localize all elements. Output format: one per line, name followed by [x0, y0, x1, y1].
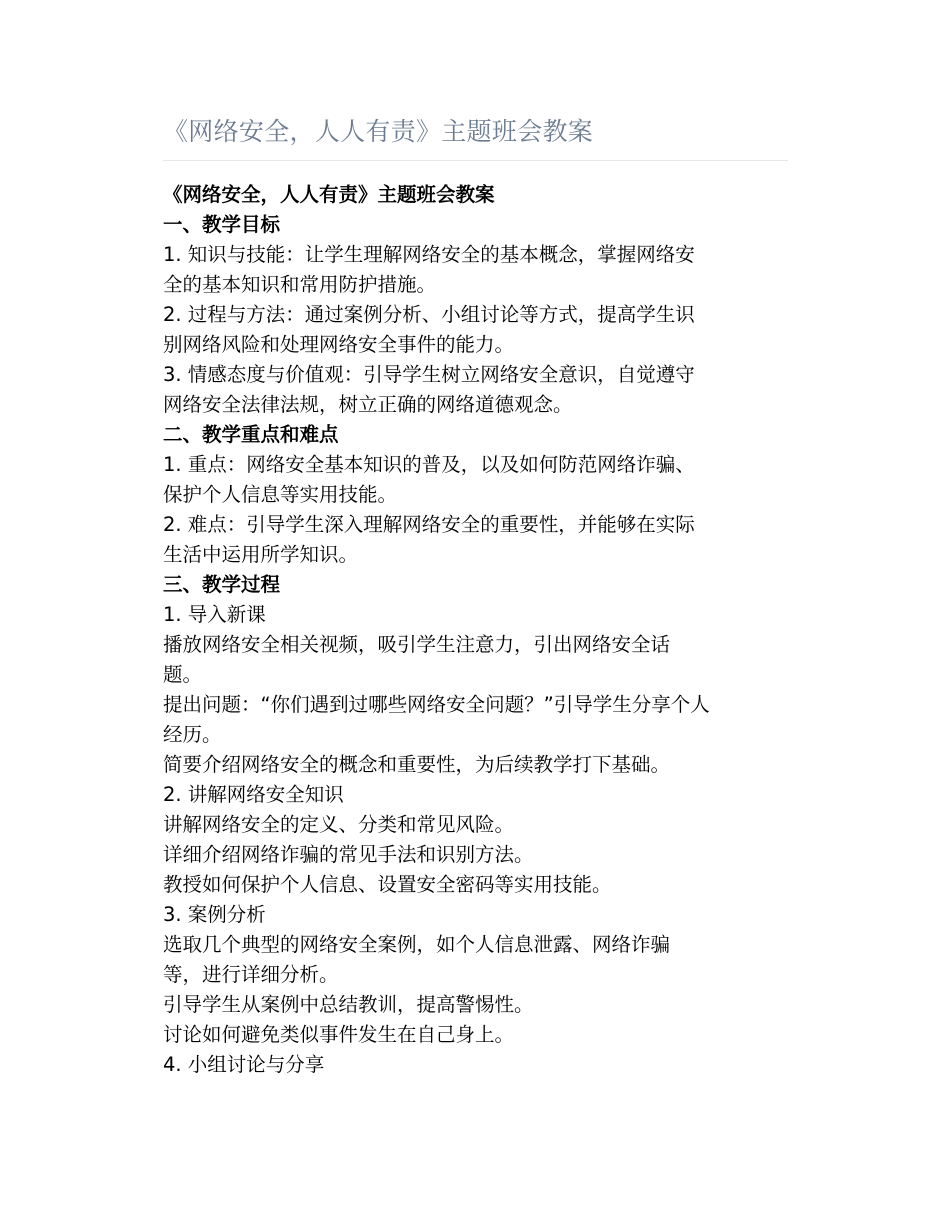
body-text-line: 详细介绍网络诈骗的常见手法和识别方法。 [163, 843, 534, 866]
section-heading: 三、教学过程 [163, 573, 281, 596]
section-heading: 二、教学重点和难点 [163, 423, 339, 446]
body-text-line: 2. 难点：引导学生深入理解网络安全的重要性，并能够在实际 [163, 513, 695, 536]
body-text-line: 4. 小组讨论与分享 [163, 1053, 325, 1076]
body-text-line: 3. 情感态度与价值观：引导学生树立网络安全意识，自觉遵守 [163, 363, 695, 386]
section-heading: 一、教学目标 [163, 213, 281, 236]
body-text-line: 简要介绍网络安全的概念和重要性，为后续教学打下基础。 [163, 753, 671, 776]
body-text-line: 讨论如何避免类似事件发生在自己身上。 [163, 1023, 515, 1046]
body-text-line: 讲解网络安全的定义、分类和常见风险。 [163, 813, 515, 836]
body-text-line: 别网络风险和处理网络安全事件的能力。 [163, 333, 515, 356]
document-body [163, 180, 788, 1080]
body-text-line: 3. 案例分析 [163, 903, 266, 926]
body-text-line: 1. 导入新课 [163, 603, 266, 626]
body-text-line: 播放网络安全相关视频，吸引学生注意力，引出网络安全话 [163, 633, 671, 656]
body-text-line: 经历。 [163, 723, 222, 746]
body-text-line: 1. 知识与技能：让学生理解网络安全的基本概念，掌握网络安 [163, 243, 695, 266]
body-text-line: 生活中运用所学知识。 [163, 543, 359, 566]
body-text-line: 教授如何保护个人信息、设置安全密码等实用技能。 [163, 873, 612, 896]
body-text-line: 全的基本知识和常用防护措施。 [163, 273, 437, 296]
body-text-line: 等，进行详细分析。 [163, 963, 339, 986]
body-text-line: 2. 过程与方法：通过案例分析、小组讨论等方式，提高学生识 [163, 303, 695, 326]
body-text-line: 引导学生从案例中总结教训，提高警惕性。 [163, 993, 534, 1016]
section-heading: 《网络安全，人人有责》主题班会教案 [163, 183, 495, 206]
document-title: 《网络安全，人人有责》主题班会教案 [163, 112, 788, 161]
body-text-line: 题。 [163, 663, 203, 686]
body-text-line: 保护个人信息等实用技能。 [163, 483, 398, 506]
body-text-line: 网络安全法律法规，树立正确的网络道德观念。 [163, 393, 573, 416]
body-text-line: 1. 重点：网络安全基本知识的普及，以及如何防范网络诈骗、 [163, 453, 695, 476]
document-page [163, 112, 788, 1080]
body-text-line: 提出问题：“你们遇到过哪些网络安全问题？”引导学生分享个人 [163, 693, 710, 716]
body-text-line: 2. 讲解网络安全知识 [163, 783, 344, 806]
body-text-line: 选取几个典型的网络安全案例，如个人信息泄露、网络诈骗 [163, 933, 671, 956]
